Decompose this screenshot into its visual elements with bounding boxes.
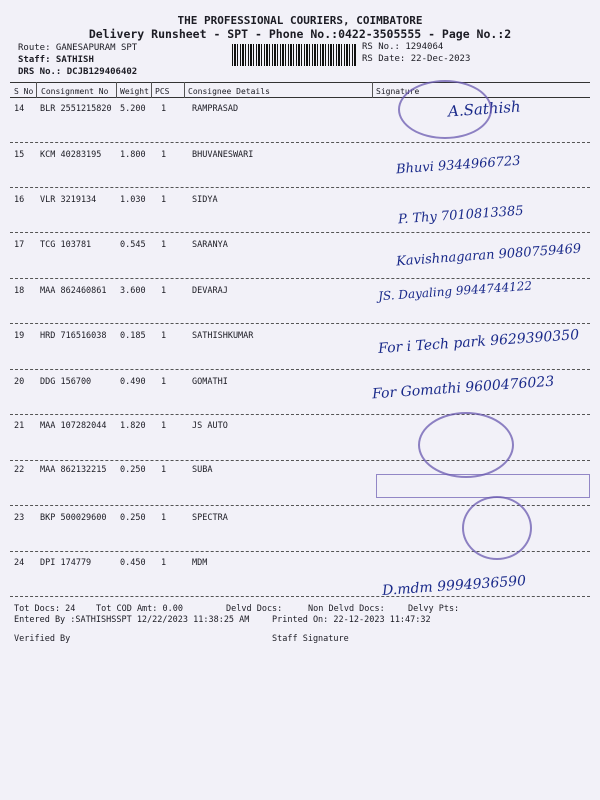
row-consignee: SARANYA: [192, 240, 228, 250]
row-consignment: MAA 862460861: [40, 286, 107, 296]
runsheet-title: Delivery Runsheet - SPT - Phone No.:0422-3505555 - Page No.:2: [88, 27, 512, 41]
col-weight: Weight: [120, 87, 149, 96]
row-consignee: SIDYA: [192, 195, 218, 205]
row-sno: 19: [14, 331, 25, 341]
row-sno: 16: [14, 195, 25, 205]
row-weight: 0.250: [120, 513, 146, 523]
row-sno: 24: [14, 558, 25, 568]
delivery-points: Delvy Pts:: [408, 604, 460, 614]
row-weight: 0.545: [120, 240, 146, 250]
col-signature: Signature: [376, 87, 420, 96]
row-sno: 21: [14, 421, 25, 431]
row-consignment: VLR 3219134: [40, 195, 97, 205]
total-cod: Tot COD Amt: 0.00: [96, 604, 183, 614]
delivered-docs: Delvd Docs:: [226, 604, 283, 614]
row-consignment: TCG 103781: [40, 240, 92, 250]
col-consignee: Consignee Details: [188, 87, 270, 96]
row-separator: [10, 596, 590, 597]
row-weight: 0.450: [120, 558, 146, 568]
row-separator: [10, 414, 590, 415]
row-weight: 0.490: [120, 377, 146, 387]
row-consignee: GOMATHI: [192, 377, 228, 387]
row-weight: 1.030: [120, 195, 146, 205]
row-weight: 0.250: [120, 465, 146, 475]
row-pcs: 1: [161, 465, 167, 475]
row-consignee: JS AUTO: [192, 421, 228, 431]
table-top-border: [10, 82, 590, 83]
row-sno: 20: [14, 377, 25, 387]
row-consignee: RAMPRASAD: [192, 104, 239, 114]
handwritten-signature: For i Tech park 9629390350: [377, 326, 580, 358]
row-separator: [10, 278, 590, 279]
handwritten-signature: Kavishnagaran 9080759469: [395, 241, 582, 270]
row-consignment: KCM 40283195: [40, 150, 102, 160]
printed-on: Printed On: 22-12-2023 11:47:32: [272, 615, 431, 625]
row-weight: 1.800: [120, 150, 146, 160]
row-consignment: BLR 2551215820: [40, 104, 112, 114]
row-weight: 3.600: [120, 286, 146, 296]
handwritten-signature: For Gomathi 9600476023: [371, 373, 555, 403]
rs-date: RS Date: 22-Dec-2023: [362, 54, 471, 64]
row-separator: [10, 187, 590, 188]
stamp-spectra: [462, 496, 532, 560]
row-weight: 0.185: [120, 331, 146, 341]
col-divider: [372, 82, 373, 98]
row-consignee: BHUVANESWARI: [192, 150, 254, 160]
row-pcs: 1: [161, 377, 167, 387]
handwritten-signature: P. Thy 7010813385: [397, 203, 524, 228]
row-consignment: DDG 156700: [40, 377, 92, 387]
row-weight: 5.200: [120, 104, 146, 114]
row-consignment: DPI 174779: [40, 558, 92, 568]
col-divider: [151, 82, 152, 98]
row-consignee: MDM: [192, 558, 208, 568]
row-consignee: SATHISHKUMAR: [192, 331, 254, 341]
barcode: [232, 44, 356, 66]
row-sno: 23: [14, 513, 25, 523]
row-pcs: 1: [161, 421, 167, 431]
col-divider: [36, 82, 37, 98]
stamp-ramprasad: [398, 80, 492, 139]
col-divider: [116, 82, 117, 98]
row-consignee: SUBA: [192, 465, 213, 475]
row-pcs: 1: [161, 286, 167, 296]
handwritten-signature: A.Sathish: [447, 97, 522, 121]
row-pcs: 1: [161, 104, 167, 114]
row-sno: 14: [14, 104, 25, 114]
row-sno: 17: [14, 240, 25, 250]
row-pcs: 1: [161, 150, 167, 160]
row-separator: [10, 369, 590, 370]
row-consignment: BKP 500029600: [40, 513, 107, 523]
col-divider: [184, 82, 185, 98]
row-sno: 18: [14, 286, 25, 296]
col-sno: S No: [14, 87, 34, 96]
row-sno: 22: [14, 465, 25, 475]
col-pcs: PCS: [155, 87, 170, 96]
row-pcs: 1: [161, 331, 167, 341]
total-docs: Tot Docs: 24: [14, 604, 76, 614]
row-consignee: SPECTRA: [192, 513, 228, 523]
row-pcs: 1: [161, 195, 167, 205]
rs-number: RS No.: 1294064: [362, 42, 444, 52]
staff-label: Staff: SATHISH: [18, 55, 94, 65]
company-name: THE PROFESSIONAL COURIERS, COIMBATORE: [177, 14, 423, 27]
handwritten-signature: JS. Dayaling 9944744122: [377, 278, 533, 304]
stamp-js-autocast: [418, 412, 514, 478]
col-consignment: Consignment No: [41, 87, 109, 96]
row-pcs: 1: [161, 240, 167, 250]
row-pcs: 1: [161, 558, 167, 568]
row-separator: [10, 142, 590, 143]
staff-signature: Staff Signature: [272, 634, 349, 644]
row-separator: [10, 232, 590, 233]
non-delivered-docs: Non Delvd Docs:: [308, 604, 385, 614]
row-sno: 15: [14, 150, 25, 160]
row-consignment: MAA 107282044: [40, 421, 107, 431]
drs-number: DRS No.: DCJB129406402: [18, 67, 138, 77]
row-separator: [10, 323, 590, 324]
row-pcs: 1: [161, 513, 167, 523]
verified-by: Verified By: [14, 634, 71, 644]
entered-by: Entered By :SATHISHSSPT 12/22/2023 11:38:25 AM: [14, 615, 250, 625]
stamp-suba: [376, 474, 590, 498]
handwritten-signature: D.mdm 9994936590: [381, 572, 527, 600]
handwritten-signature: Bhuvi 9344966723: [395, 153, 522, 178]
row-consignment: HRD 716516038: [40, 331, 107, 341]
row-consignee: DEVARAJ: [192, 286, 228, 296]
row-weight: 1.820: [120, 421, 146, 431]
row-consignment: MAA 862132215: [40, 465, 107, 475]
route-label: Route: GANESAPURAM SPT: [18, 43, 138, 53]
